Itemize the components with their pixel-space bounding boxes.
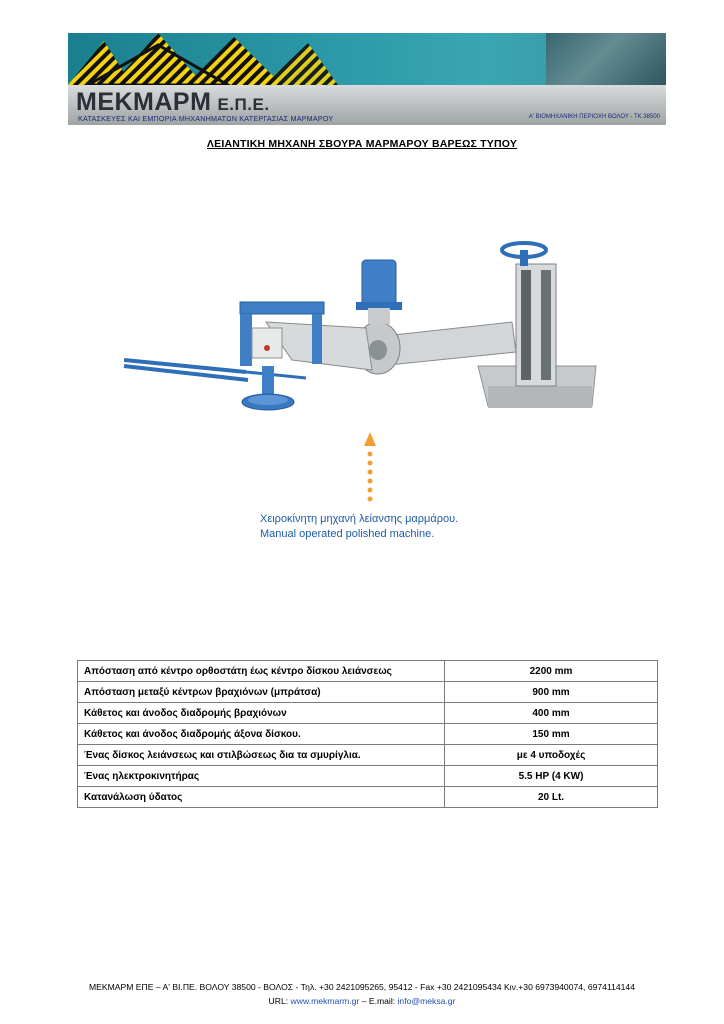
figure-caption <box>260 512 458 542</box>
spec-label: Απόσταση μεταξύ κέντρων βραχιόνων (μπράτσα) <box>78 682 445 703</box>
spec-label: Απόσταση από κέντρο ορθοστάτη έως κέντρο δίσκου λειάνσεως <box>78 661 445 682</box>
brand-suffix: Ε.Π.Ε. <box>217 95 270 114</box>
spec-label: Κάθετος και άνοδος διαδρομής άξονα δίσκου. <box>78 724 445 745</box>
footer-contact-line: ΜΕΚΜΑΡΜ ΕΠΕ – Α' ΒΙ.ΠΕ. ΒΟΛΟΥ 38500 - ΒΟΛΟΣ - Τηλ. +30 2421095265, 95412 - Fax +30 2421095434 Κιν.+30 6973940074, 6974114144 <box>89 982 635 992</box>
document-title: ΛΕΙΑΝΤΙΚΗ ΜΗΧΑΝΗ ΣΒΟΥΡΑ ΜΑΡΜΑΡΟΥ ΒΑΡΕΩΣ ΤΥΠΟΥ <box>206 138 518 150</box>
spec-value: 900 mm <box>445 682 658 703</box>
spec-value: 2200 mm <box>445 661 658 682</box>
header-banner <box>68 33 666 125</box>
spec-value: με 4 υποδοχές <box>445 745 658 766</box>
spec-value: 400 mm <box>445 703 658 724</box>
footer-links-line <box>0 994 724 1008</box>
spec-value: 150 mm <box>445 724 658 745</box>
page-footer <box>0 980 724 1008</box>
spec-label: Κατανάλωση ύδατος <box>78 787 445 808</box>
email-link[interactable]: info@meksa.gr <box>397 996 456 1006</box>
table-row <box>78 724 658 745</box>
brand-address: Α' ΒΙΟΜΗΧΑΝΙΚΗ ΠΕΡΙΟΧΗ ΒΟΛΟΥ - ΤΚ 38500 <box>528 114 660 120</box>
website-link[interactable]: www.mekmarm.gr <box>290 996 360 1006</box>
spec-label: Κάθετος και άνοδος διαδρομής βραχιόνων <box>78 703 445 724</box>
polishing-machine-illustration <box>116 238 606 428</box>
email-label: – E.mail: <box>361 996 396 1006</box>
spec-label: Ένας ηλεκτροκινητήρας <box>78 766 445 787</box>
pointer-arrow-icon <box>362 432 378 508</box>
spec-value: 5.5 HP (4 KW) <box>445 766 658 787</box>
table-row <box>78 745 658 766</box>
brand-tagline: ΚΑΤΑΣΚΕΥΕΣ ΚΑΙ ΕΜΠΟΡΙΑ ΜΗΧΑΝΗΜΑΤΩΝ ΚΑΤΕΡΓΑΣΙΑΣ ΜΑΡΜΑΡΟΥ <box>78 114 334 123</box>
table-row <box>78 766 658 787</box>
table-row <box>78 661 658 682</box>
banner-machine-photo <box>546 33 666 85</box>
table-row <box>78 703 658 724</box>
mekmarm-logo <box>68 33 348 85</box>
table-row <box>78 682 658 703</box>
spec-label: Ένας δίσκος λειάνσεως και στιλβώσεως δια τα σμυρίγλια. <box>78 745 445 766</box>
table-row <box>78 787 658 808</box>
caption-english: Manual operated polished machine. <box>260 528 435 540</box>
caption-greek: Χειροκίνητη μηχανή λείανσης μαρμάρου. <box>260 513 459 525</box>
url-label: URL: <box>268 996 289 1006</box>
spec-value: 20 Lt. <box>445 787 658 808</box>
brand-name: ΜΕΚΜΑΡΜ Ε.Π.Ε. <box>76 88 270 116</box>
specifications-table <box>77 660 658 808</box>
